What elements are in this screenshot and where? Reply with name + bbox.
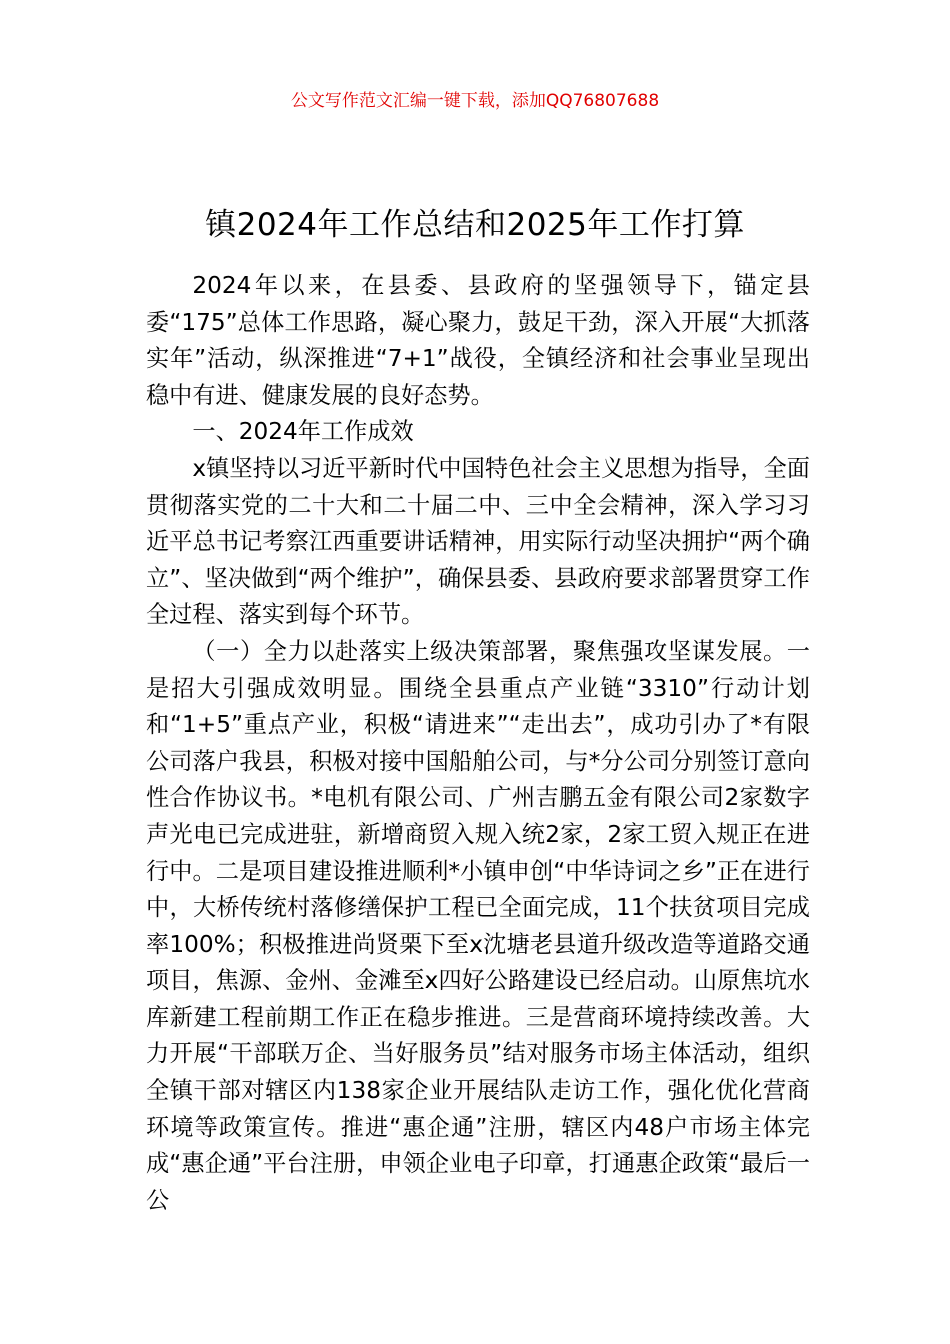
- paragraph-intro: 2024年以来，在县委、县政府的坚强领导下，锚定县委“175”总体工作思路，凝心聚力，鼓足干劲，深入开展“大抓落实年”活动，纵深推进“7+1”战役，全镇经济和社会事业呈现出稳中有进、健康发展的良好态势。: [146, 272, 810, 409]
- paragraph-section-1-1: （一）全力以赴落实上级决策部署，聚焦强攻坚谋发展。一是招大引强成效明显。围绕全县重点产业链“3310”行动计划和“1+5”重点产业，积极“请进来”“走出去”，成功引办了*有限公司落户我县，积极对接中国船舶公司，与*分公司分别签订意向性合作协议书。*电机有限公司、广州吉鹏五金有限公司2家数字声光电已完成进驻，新增商贸入规入统2家，2家工贸入规正在进行中。二是项目建设推进顺利*小镇申创“中华诗词之乡”正在进行中，大桥传统村落修缮保护工程已全面完成，11个扶贫项目完成率100%；积极推进尚贤栗下至x沈塘老县道升级改造等道路交通项目，焦源、金州、金滩至x四好公路建设已经启动。山原焦坑水库新建工程前期工作正在稳步推进。三是营商环境持续改善。大力开展“干部联万企、当好服务员”结对服务市场主体活动，组织全镇干部对辖区内138家企业开展结队走访工作，强化优化营商环境等政策宣传。推进“惠企通”注册，辖区内48户市场主体完成“惠企通”平台注册，申领企业电子印章，打通惠企政策“最后一公: [146, 637, 810, 1214]
- section-heading-1: 一、2024年工作成效: [192, 418, 414, 446]
- download-banner: 公文写作范文汇编一键下载，添加QQ76807688: [290, 91, 660, 111]
- document-body: [146, 268, 810, 1219]
- paragraph-guiding-thought: x镇坚持以习近平新时代中国特色社会主义思想为指导，全面贯彻落实党的二十大和二十届二中、三中全会精神，深入学习习近平总书记考察江西重要讲话精神，用实际行动坚决拥护“两个确立”、坚决做到“两个维护”，确保县委、县政府要求部署贯穿工作全过程、落实到每个环节。: [146, 454, 810, 629]
- document-title: 镇2024年工作总结和2025年工作打算: [205, 206, 745, 243]
